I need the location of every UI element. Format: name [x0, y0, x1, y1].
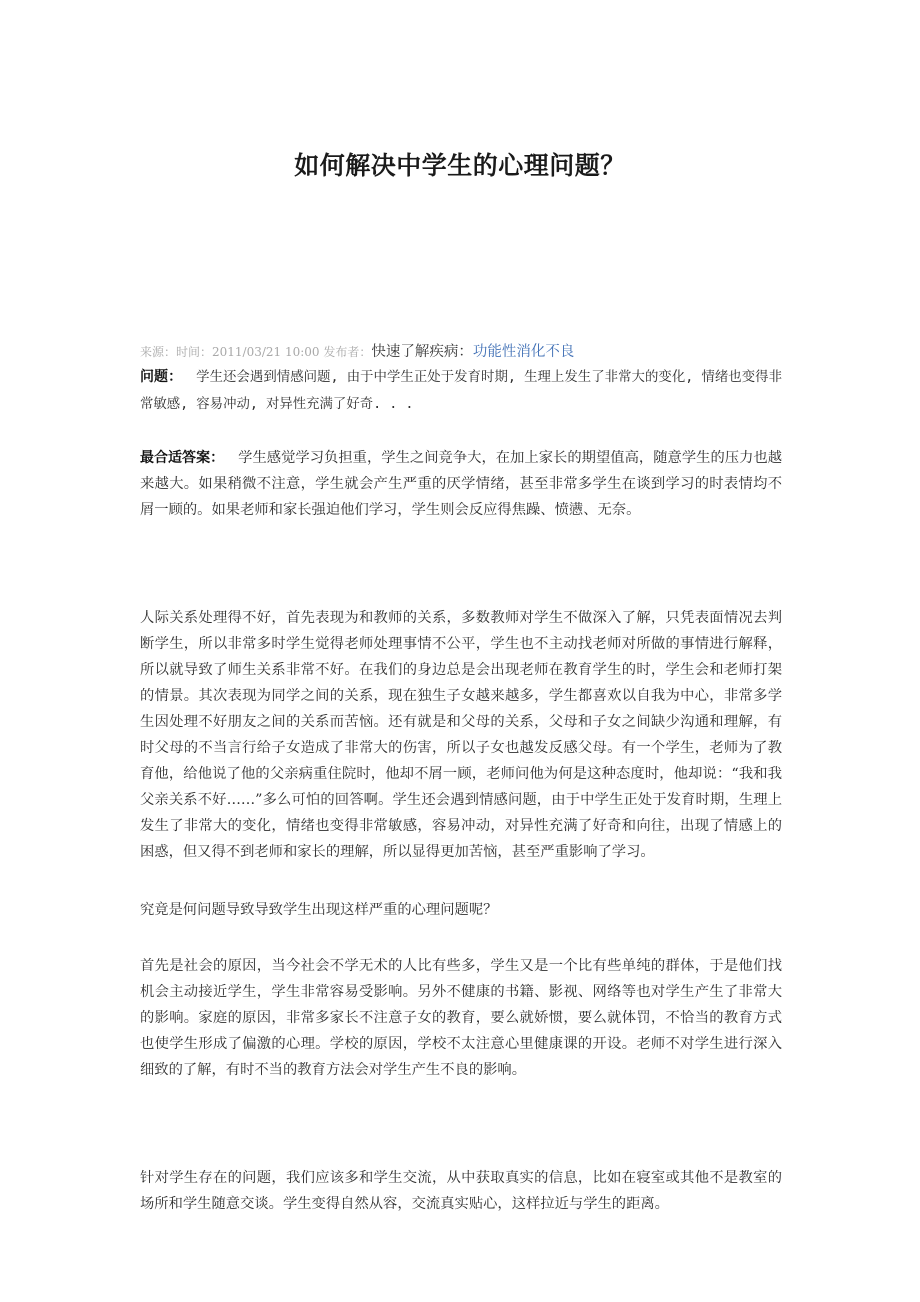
- article-meta: [140, 340, 800, 361]
- answer-block: [140, 445, 782, 523]
- question-block: [140, 364, 782, 418]
- paragraph-relationships: 人际关系处理得不好，首先表现为和教师的关系，多数教师对学生不做深入了解，只凭表面情况去判断学生，所以非常多时学生觉得老师处理事情不公平，学生也不主动找老师对所做的事情进行解释，所以就导致了师生关系非常不好。在我们的身边总是会出现老师在教育学生的时，学生会和老师打架的情景。其次表现为同学之间的关系，现在独生子女越来越多，学生都喜欢以自我为中心，非常多学生因处理不好朋友之间的关系而苦恼。还有就是和父母的关系，父母和子女之间缺少沟通和理解，有时父母的不当言行给子女造成了非常大的伤害，所以子女也越发反感父母。有一个学生，老师为了教育他，给他说了他的父亲病重住院时，他却不屑一顾，老师问他为何是这种态度时，他却说：“我和我父亲关系不好……”多么可怕的回答啊。学生还会遇到情感问题，由于中学生正处于发育时期，生理上发生了非常大的变化，情绪也变得非常敏感，容易冲动，对异性充满了好奇和向往，出现了情感上的困惑，但又得不到老师和家长的理解，所以显得更加苦恼，甚至严重影响了学习。: [140, 610, 782, 860]
- paragraph-solutions: 针对学生存在的问题，我们应该多和学生交流，从中获取真实的信息，比如在寝室或其他不是教室的场所和学生随意交谈。学生变得自然从容，交流真实贴心，这样拉近与学生的距离。: [140, 1170, 782, 1212]
- paragraph-causes: 首先是社会的原因，当今社会不学无术的人比有些多，学生又是一个比有些单纯的群体，于是他们找机会主动接近学生，学生非常容易受影响。另外不健康的书籍、影视、网络等也对学生产生了非常大的影响。家庭的原因，非常多家长不注意子女的教育，要么就娇惯，要么就体罚，不恰当的教育方式也使学生形成了偏激的心理。学校的原因，学校不太注意心里健康课的开设。老师不对学生进行深入细致的了解，有时不当的教育方法会对学生产生不良的影响。: [140, 958, 782, 1078]
- question-text: 学生还会遇到情感问题, 由于中学生正处于发育时期, 生理上发生了非常大的变化, 情绪也变得非常敏感, 容易冲动, 对异性充满了好奇. . .: [140, 370, 783, 412]
- meta-source-link[interactable]: 功能性消化不良: [472, 344, 575, 360]
- meta-prefix: 来源：时间：2011/03/21 10:00 发布者：: [140, 345, 372, 359]
- page-title: 如何解决中学生的心理问题？: [294, 151, 626, 180]
- paragraph-question: 究竟是何问题导致导致学生出现这样严重的心理问题呢？: [140, 902, 498, 918]
- answer-text: 学生感觉学习负担重，学生之间竞争大，在加上家长的期望值高，随意学生的压力也越来越大。如果稍微不注意，学生就会产生严重的厌学情绪，甚至非常多学生在谈到学习的时表情均不屑一顾的。如果老师和家长强迫他们学习，学生则会反应得焦躁、愤懑、无奈。: [140, 450, 783, 518]
- meta-source-text: 快速了解疾病：: [371, 344, 473, 360]
- question-label: 问题：: [140, 369, 183, 385]
- answer-label: 最合适答案：: [140, 450, 225, 466]
